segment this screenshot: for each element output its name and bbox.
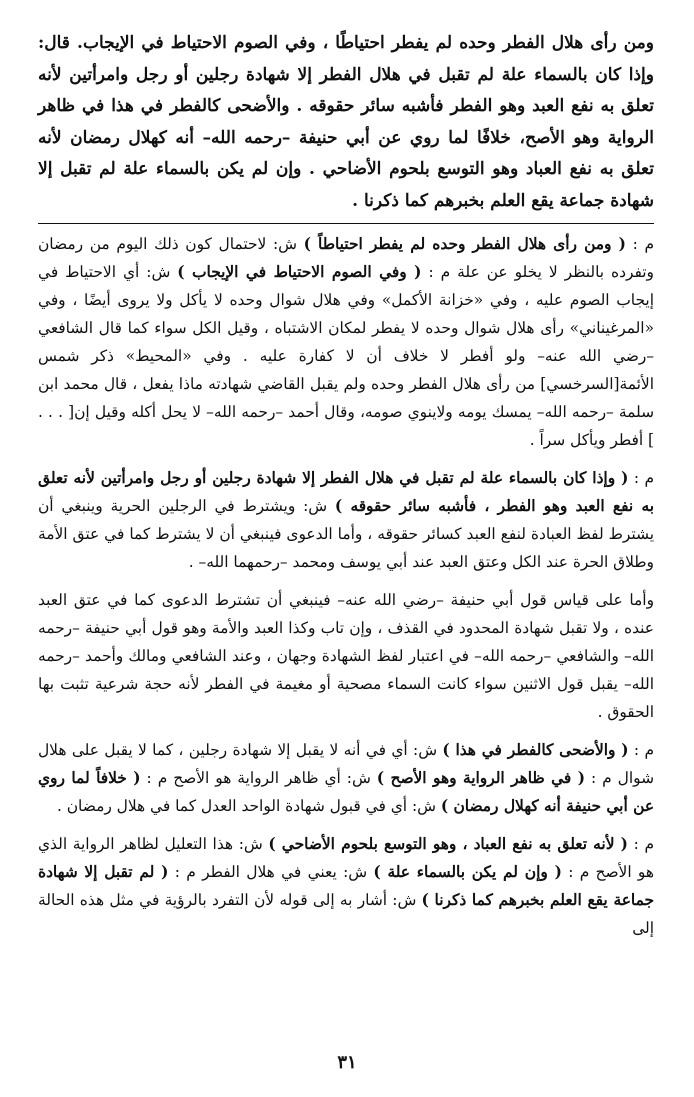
commentary-text: ش: ويشترط في الرجلين الحرية وينبغي أن يشترط لفظ العبادة لنفع العبد كسائر حقوقه ، وأما الدعوى فينبغي أن لا يشترط كما في عتق الأمة وطلاق الحرة عند الكل وعتق العبد عند أبي يوسف ومحمد –رحمهما الله– . bbox=[38, 497, 654, 571]
commentary-paragraph bbox=[38, 586, 654, 726]
quoted-matn: ( وفي الصوم الاحتياط في الإيجاب ) bbox=[177, 263, 422, 281]
commentary-text: ش: يعني في هلال الفطر م : bbox=[174, 863, 368, 881]
page-number: ٣١ bbox=[337, 1052, 357, 1073]
section-divider bbox=[38, 223, 654, 224]
quoted-matn: ( خلافاً لما روي عن أبي حنيفة أنه كهلال رمضان ) bbox=[38, 769, 654, 815]
commentary-text: م : bbox=[633, 835, 654, 853]
commentary-text: ش: أي في أنه لا يقبل إلا شهادة رجلين ، كما لا يقبل على هلال شوال م : bbox=[38, 741, 654, 787]
commentary-paragraph bbox=[38, 736, 654, 820]
commentary-paragraph bbox=[38, 830, 654, 942]
commentary-text: م : bbox=[633, 741, 654, 759]
commentary-text: ش: أشار به إلى قوله لأن التفرد بالرؤية في مثل هذه الحالة إلى bbox=[38, 891, 654, 937]
quoted-matn: ( لأنه تعلق به نفع العباد ، وهو التوسع بلحوم الأضاحي ) bbox=[268, 835, 628, 853]
commentary-text: وأما على قياس قول أبي حنيفة –رضي الله عنه– فينبغي أن تشترط الدعوى كما في عتق العبد عنده ، ولا تقبل شهادة المحدود في القذف ، وإن تاب وكذا العبد والأمة وهو قول أبي حنيفة –رحمه الله– والشافعي –رحمه الله– في اعتبار لفظ الشهادة وجهان ، وعند الشافعي ومالك وأحمد –رحمه الله– يقبل قول الاثنين سواء كانت السماء مصحية أو مغيمة في الفطر لأنه حجة شرعية تثبت بها الحقوق . bbox=[38, 591, 654, 721]
quoted-matn: ( في ظاهر الرواية وهو الأصح ) bbox=[376, 769, 586, 787]
main-text-block bbox=[38, 28, 654, 217]
commentary-text: م : bbox=[632, 235, 654, 253]
commentary-text: ش: أي في قبول شهادة الواحد العدل كما في هلال رمضان . bbox=[56, 797, 436, 815]
quoted-matn: ( وإن لم يكن بالسماء علة ) bbox=[373, 863, 562, 881]
commentary-text: ش: لاحتمال كون ذلك اليوم من رمضان وتفرده بالنظر لا يخلو عن علة م : bbox=[38, 235, 654, 281]
quoted-matn: ( والأضحى كالفطر في هذا ) bbox=[442, 741, 629, 759]
commentary-text: ش: أي الاحتياط في إيجاب الصوم عليه ، وفي «خزانة الأكمل» وفي هلال شوال وحده لا يأكل ولا يروى أيضًا ، وفي «المرغيناني» رأى هلال شوال وحده لا يفطر لمكان الاشتباه ، وقيل الكل سواء كما قال الشافعي –رضي الله عنه– ولو أفطر لا خلاف أن لا كفارة عليه . وفي «المحيط» ذكر شمس الأئمة[السرخسي] من رأى هلال الفطر وحده ولم يقبل القاضي شهادته ماذا يفعل ، قال محمد ابن سلمة –رحمه الله– يمسك يومه ولاينوي صومه، وقال أحمد –رحمه الله– لا يحل أكله وقيل إن[ . . . ] أفطر ويأكل سراً . bbox=[38, 263, 654, 449]
commentary-text: م : bbox=[633, 469, 654, 487]
quoted-matn: ( ومن رأى هلال الفطر وحده لم يفطر احتياطاً ) bbox=[303, 235, 626, 253]
commentary-text: ش: هذا التعليل لظاهر الرواية الذي هو الأصح م : bbox=[38, 835, 654, 881]
commentary-text: ش: أي ظاهر الرواية هو الأصح م : bbox=[146, 769, 371, 787]
book-page bbox=[38, 28, 654, 952]
quoted-matn: ( لم تقبل إلا شهادة جماعة يقع العلم بخبرهم كما ذكرنا ) bbox=[38, 863, 654, 909]
main-text-paragraph: ومن رأى هلال الفطر وحده لم يفطر احتياطًا ، وفي الصوم الاحتياط في الإيجاب. قال: وإذا كان بالسماء علة لم تقبل في هلال الفطر إلا شهادة رجلين أو رجل وامرأتين لأنه تعلق به نفع العبد وهو الفطر فأشبه سائر حقوقه . والأضحى كالفطر في هذا في ظاهر الرواية وهو الأصح، خلافًا لما روي عن أبي حنيفة –رحمه الله– أنه كهلال رمضان لأنه تعلق به نفع العباد وهو التوسع بلحوم الأضاحي . وإن لم يكن بالسماء علة لم تقبل إلا شهادة جماعة يقع العلم بخبرهم كما ذكرنا . bbox=[38, 33, 654, 211]
quoted-matn: ( وإذا كان بالسماء علة لم تقبل في هلال الفطر إلا شهادة رجلين أو رجل وامرأتين لأنه تعلق به نفع العبد وهو الفطر ، فأشبه سائر حقوقه ) bbox=[38, 469, 655, 515]
commentary-block bbox=[38, 230, 654, 942]
commentary-paragraph bbox=[38, 230, 654, 454]
commentary-paragraph bbox=[38, 464, 654, 576]
